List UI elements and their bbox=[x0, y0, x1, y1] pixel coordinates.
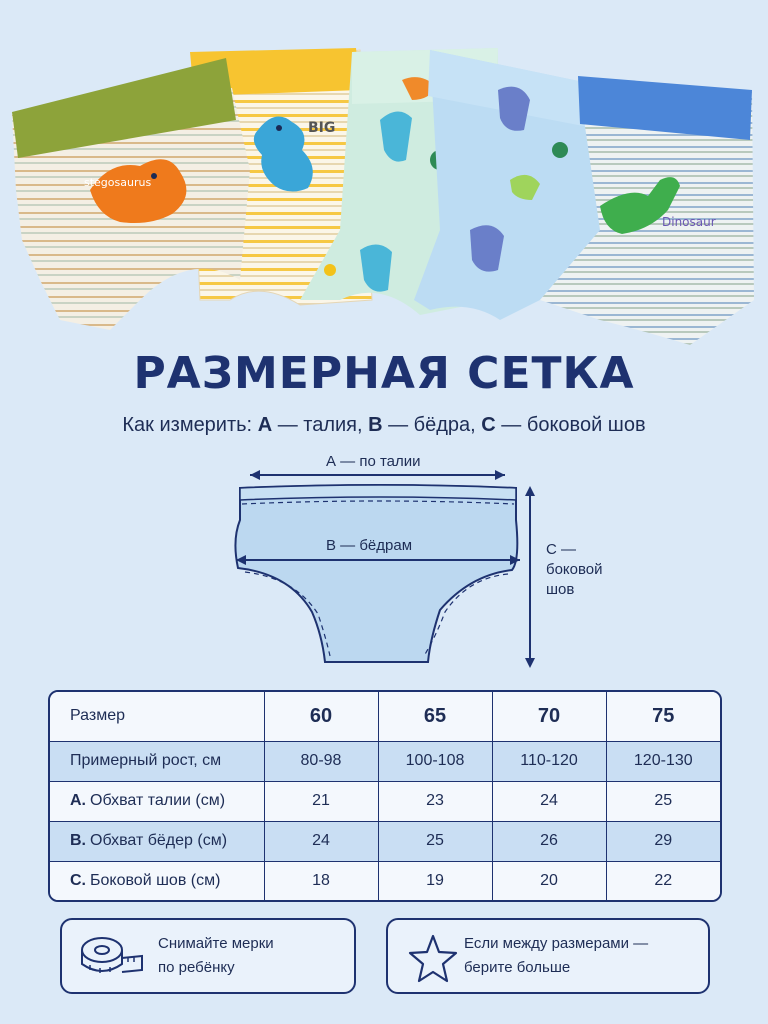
tip-line-2: по ребёнку bbox=[158, 959, 235, 976]
measure-subtitle bbox=[0, 414, 768, 437]
table-cell: 25 bbox=[606, 781, 720, 821]
tip-choose-bigger bbox=[386, 918, 710, 994]
print-dinosaur: Dinosaur bbox=[662, 215, 716, 229]
briefs-outline-icon bbox=[0, 440, 768, 680]
star-icon bbox=[406, 930, 460, 986]
table-cell: 120-130 bbox=[606, 741, 720, 781]
row-label-text: Боковой шов (см) bbox=[90, 871, 221, 889]
table-cell: 20 bbox=[492, 861, 606, 900]
size-75: 75 bbox=[606, 692, 720, 741]
subtitle-b-key: В bbox=[368, 414, 383, 436]
measurement-diagram bbox=[0, 440, 768, 680]
print-big: BIG bbox=[308, 120, 336, 136]
subtitle-c-text: — боковой шов bbox=[495, 414, 646, 436]
table-cell: 23 bbox=[378, 781, 492, 821]
row-label-text: Обхват талии (см) bbox=[90, 792, 226, 810]
table-header-row bbox=[50, 692, 720, 741]
row-key: А. bbox=[70, 792, 86, 810]
tip-line-1: Снимайте мерки bbox=[158, 935, 274, 952]
subtitle-b-text: — бёдра, bbox=[382, 414, 482, 436]
subtitle-c-key: С bbox=[481, 414, 496, 436]
tip-text bbox=[158, 932, 274, 980]
label-side-seam bbox=[546, 540, 603, 600]
table-row bbox=[50, 781, 720, 821]
table-cell: 24 bbox=[264, 821, 378, 861]
row-key: С. bbox=[70, 871, 86, 889]
tip-line-2: берите больше bbox=[464, 959, 571, 976]
subtitle-prefix: Как измерить: bbox=[122, 414, 258, 436]
table-cell: 19 bbox=[378, 861, 492, 900]
label-hips: В — бёдрам bbox=[326, 537, 413, 554]
size-60: 60 bbox=[264, 692, 378, 741]
row-label bbox=[50, 781, 264, 821]
row-label-text: Обхват бёдер (см) bbox=[90, 832, 228, 850]
tip-text bbox=[464, 932, 648, 980]
table-cell: 21 bbox=[264, 781, 378, 821]
subtitle-a-key: А bbox=[257, 414, 273, 436]
row-label bbox=[50, 741, 264, 781]
label-waist: А — по талии bbox=[326, 453, 421, 470]
print-stegosaurus: stegosaurus bbox=[84, 176, 152, 189]
table-cell: 110-120 bbox=[492, 741, 606, 781]
table-cell: 24 bbox=[492, 781, 606, 821]
label-side-seam-2: боковой bbox=[546, 561, 603, 578]
page-title: РАЗМЕРНАЯ СЕТКА bbox=[133, 348, 635, 399]
row-label-text: Примерный рост, см bbox=[70, 752, 222, 770]
row-label bbox=[50, 861, 264, 900]
row-label bbox=[50, 821, 264, 861]
header-label: Размер bbox=[50, 692, 264, 741]
product-photo bbox=[0, 0, 768, 345]
subtitle-a-text: — талия, bbox=[272, 414, 369, 436]
label-side-seam-1: С — bbox=[546, 541, 576, 558]
table-row bbox=[50, 821, 720, 861]
table-row bbox=[50, 741, 720, 781]
size-table bbox=[48, 690, 722, 902]
table-cell: 29 bbox=[606, 821, 720, 861]
measuring-tape-icon bbox=[80, 930, 148, 986]
table-cell: 25 bbox=[378, 821, 492, 861]
table-cell: 26 bbox=[492, 821, 606, 861]
tip-measure-child bbox=[60, 918, 356, 994]
tip-line-1: Если между размерами — bbox=[464, 935, 649, 952]
label-side-seam-3: шов bbox=[546, 581, 575, 598]
row-key: В. bbox=[70, 832, 86, 850]
table-row bbox=[50, 861, 720, 900]
size-65: 65 bbox=[378, 692, 492, 741]
table-cell: 22 bbox=[606, 861, 720, 900]
size-70: 70 bbox=[492, 692, 606, 741]
table-cell: 18 bbox=[264, 861, 378, 900]
table-cell: 80-98 bbox=[264, 741, 378, 781]
table-cell: 100-108 bbox=[378, 741, 492, 781]
